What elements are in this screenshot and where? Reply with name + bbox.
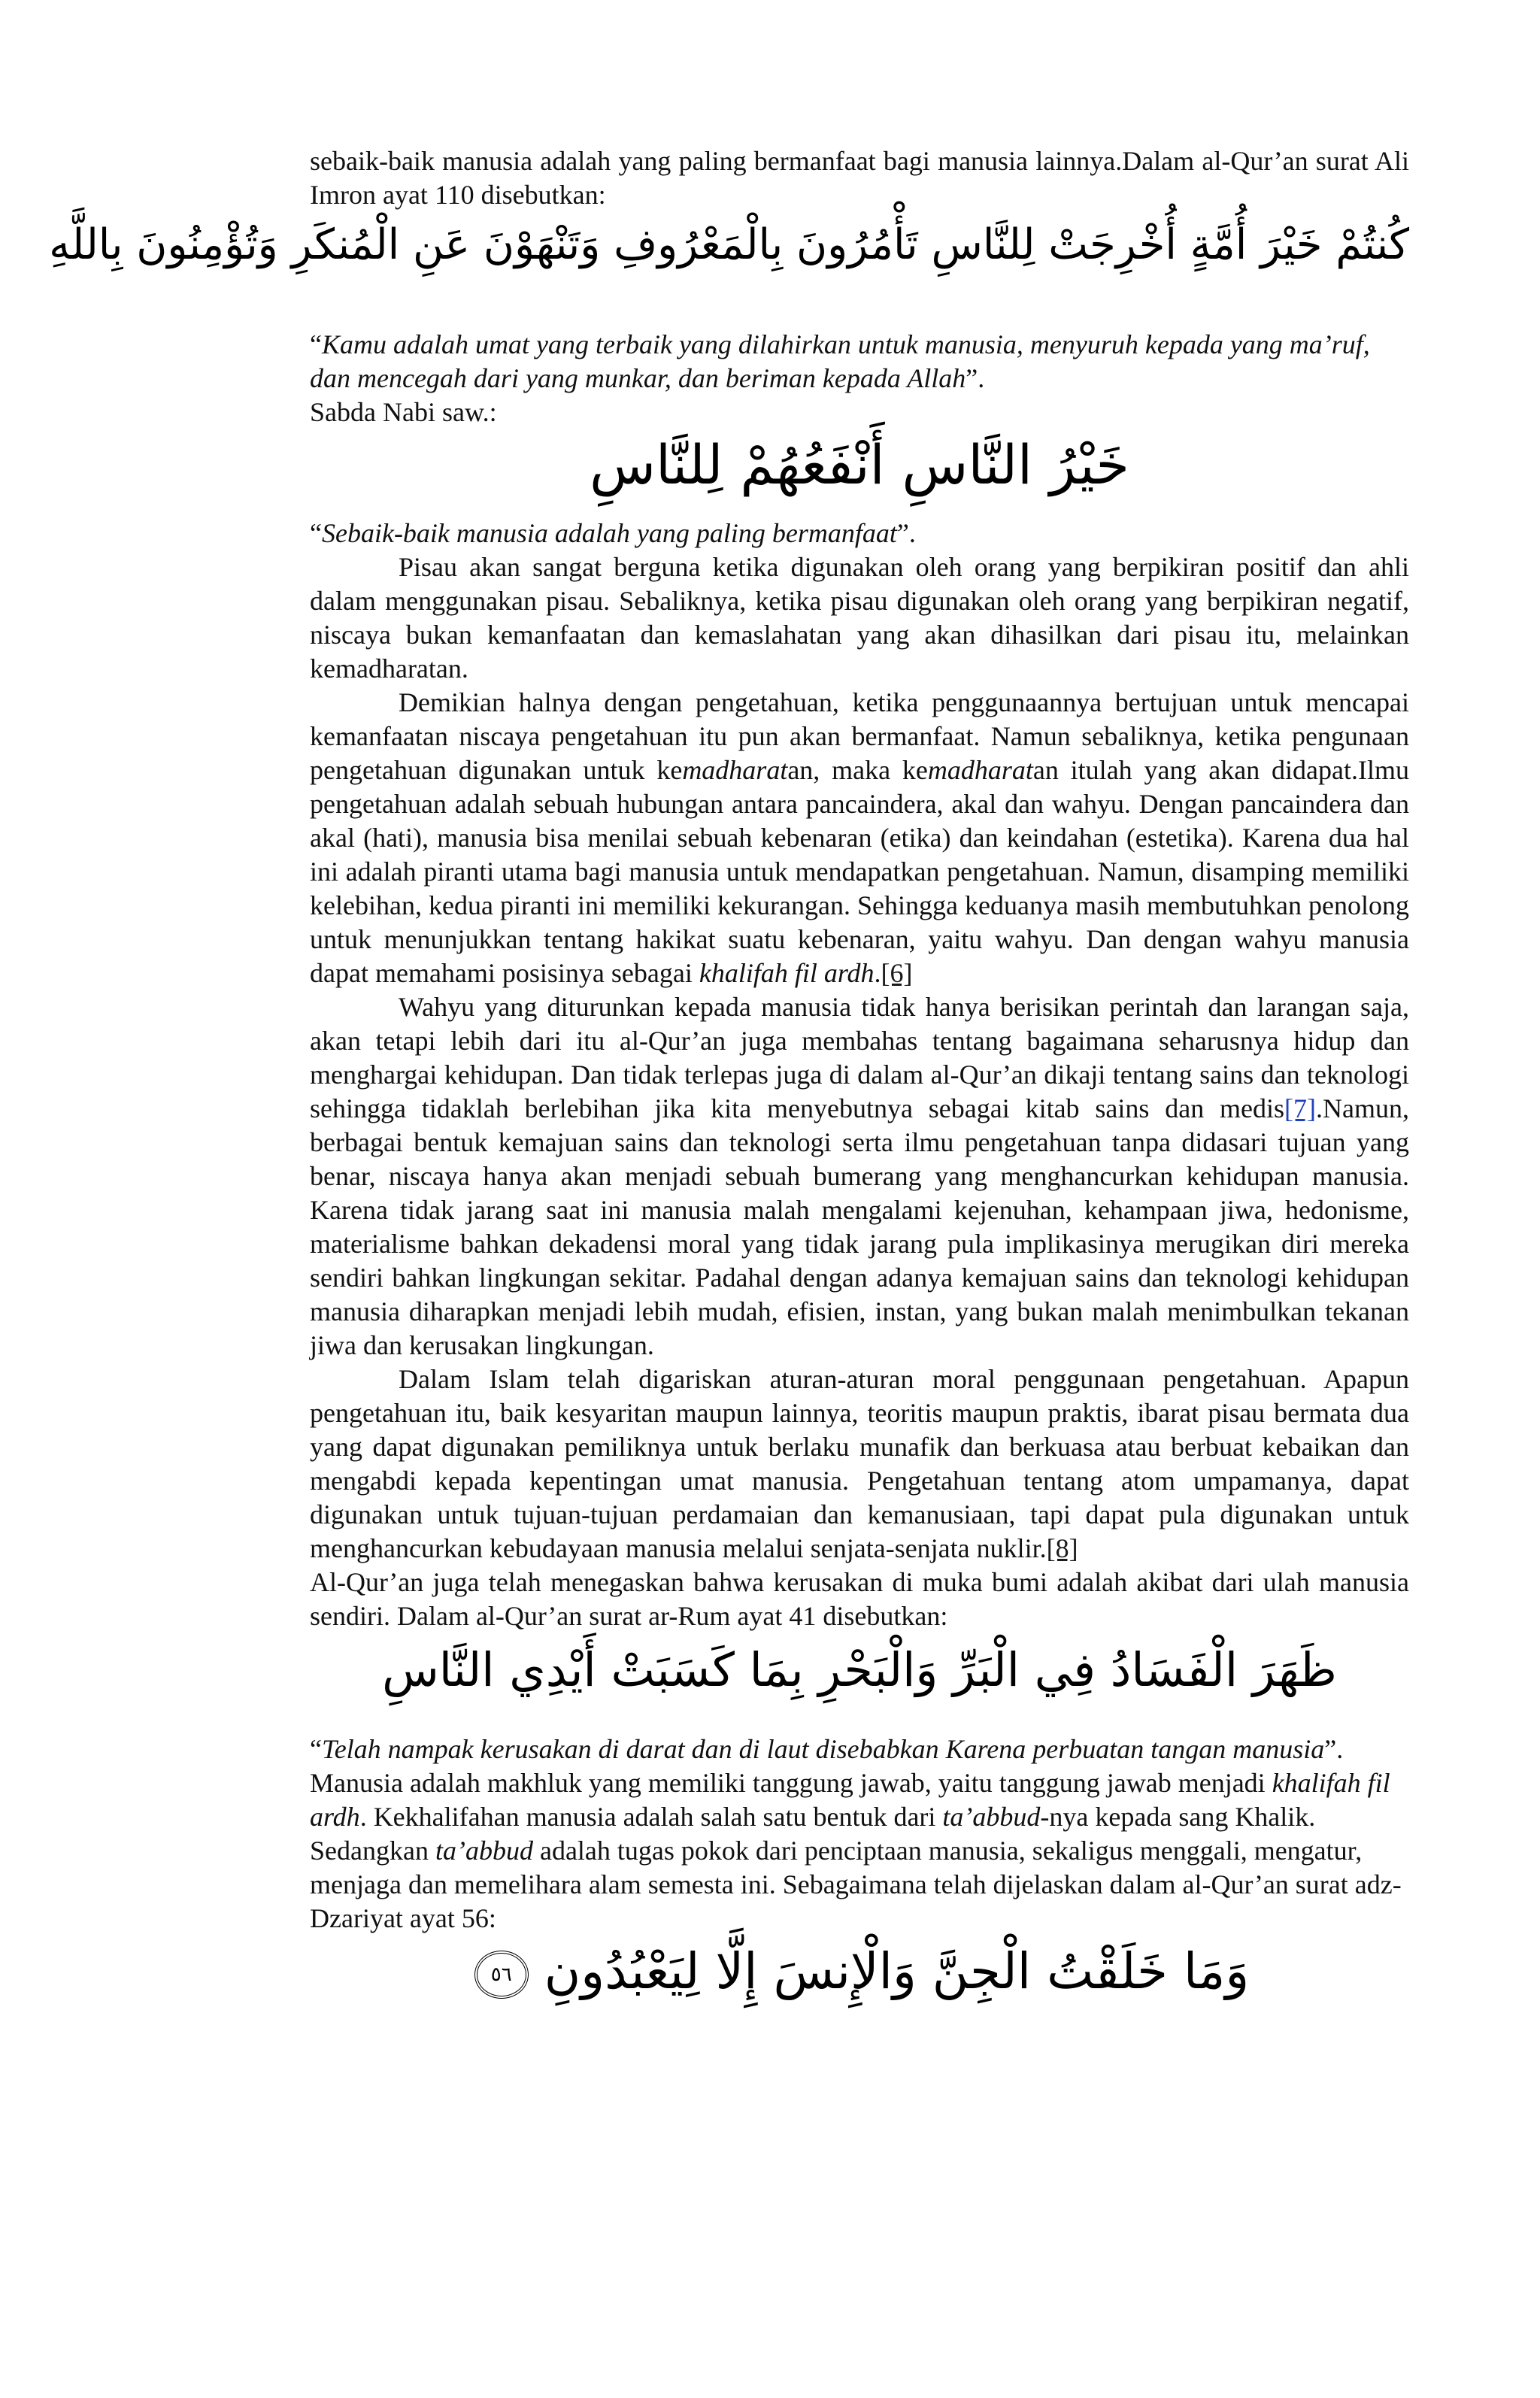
- italic-run: ta’abbud: [942, 1802, 1041, 1832]
- text-run: Demikian halnya dengan pengetahuan, ketika penggunaannya bertujuan untuk mencapai kemanfaatan niscaya pengetahuan itu pun akan bermanfaat. Namun sebaliknya, ketika pengunaan pengetahuan digunakan untuk ke: [310, 687, 1409, 785]
- paragraph-alquran: Al-Qur’an juga telah menegaskan bahwa kerusakan di muka bumi adalah akibat dari ulah manusia sendiri. Dalam al-Qur’an surat ar-Rum ayat 41 disebutkan:: [310, 1567, 1409, 1631]
- text-run: an, maka ke: [787, 755, 928, 785]
- text-run: .Namun, berbagai bentuk kemajuan sains dan teknologi serta ilmu pengetahuan tanpa didasari tujuan yang benar, niscaya hanya akan menjadi sebuah bumerang yang menghancurkan kehidupan manusia. Karena tidak jarang saat ini manusia malah mengalami kejenuhan, kehampaan jiwa, hedonisme, materialisme bahkan dekadensi moral yang tidak jarang pula implikasinya merugikan diri mereka sendiri bahkan lingkungan sekitar. Padahal dengan adanya kemajuan sains dan teknologi kehidupan manusia diharapkan menjadi lebih mudah, efisien, instan, yang bukan malah menimbulkan tekanan jiwa dan kerusakan lingkungan.: [310, 1093, 1409, 1360]
- quote-open: “: [310, 1734, 322, 1764]
- italic-run: madharat: [682, 755, 788, 785]
- text-run: -nya kepada sang Khalik. Sedangkan: [310, 1802, 1316, 1866]
- quote-close: ”.: [966, 363, 985, 393]
- paragraph-sabda: Sabda Nabi saw.:: [310, 397, 497, 427]
- document-page: [49, 144, 1409, 2029]
- quote-text: Telah nampak kerusakan di darat dan di laut disebabkan Karena perbuatan tangan manusia: [321, 1734, 1325, 1764]
- quote-close: ”.: [1324, 1734, 1344, 1764]
- italic-run: khalifah fil ardh: [310, 1768, 1390, 1832]
- paragraph-intro: sebaik-baik manusia adalah yang paling bermanfaat bagi manusia lainnya.Dalam al-Qur’an surat Ali Imron ayat 110 disebutkan:: [310, 146, 1409, 210]
- italic-run: khalifah fil ardh: [699, 958, 875, 988]
- paragraph-islam: [310, 1363, 1409, 1566]
- quote-close: ”.: [896, 518, 916, 548]
- quote-text: Kamu adalah umat yang terbaik yang dilahirkan untuk manusia, menyuruh kepada yang ma’ruf, dan mencegah dari yang munkar, dan beriman kepada Allah: [310, 329, 1370, 393]
- quote-text: Sebaik-baik manusia adalah yang paling bermanfaat: [321, 518, 897, 548]
- ayah-number-icon: [474, 1951, 529, 1999]
- italic-run: madharat: [927, 755, 1033, 785]
- footnote-ref-6[interactable]: [6]: [881, 958, 913, 988]
- quote-open: “: [310, 329, 322, 359]
- italic-run: ta’abbud: [435, 1836, 533, 1866]
- paragraph-manusia: [310, 1766, 1409, 1936]
- text-run: .: [874, 958, 881, 988]
- paragraph-wahyu: [310, 990, 1409, 1363]
- footnote-ref-7[interactable]: [7]: [1284, 1093, 1317, 1123]
- paragraph-pisau: Pisau akan sangat berguna ketika digunakan oleh orang yang berpikiran positif dan ahli dalam menggunakan pisau. Sebaliknya, ketika pisau digunakan oleh orang yang berpikiran negatif, niscaya bukan kemanfaatan dan kemaslahatan yang akan dihasilkan dari pisau itu, melainkan kemadharatan.: [310, 552, 1409, 684]
- quote-open: “: [310, 518, 322, 548]
- arabic-hadith: خَيْرُ النَّاسِ أَنْفَعُهُمْ لِلنَّاسِ: [590, 433, 1129, 496]
- translation-ar-rum-41: [310, 1733, 1409, 1766]
- text-run: an itulah yang akan didapat.Ilmu pengetahuan adalah sebuah hubungan antara pancaindera, akal dan wahyu. Dengan pancaindera dan akal (hati), manusia bisa menilai sebuah kebenaran (etika) dan keindahan (estetika). Karena dua hal ini adalah piranti utama bagi manusia untuk mendapatkan pengetahuan. Namun, disamping memiliki kelebihan, kedua piranti ini memiliki kekurangan. Sehingga keduanya masih membutuhkan penolong untuk menunjukkan tentang hakikat suatu kebenaran, yaitu wahyu. Dan dengan wahyu manusia dapat memahami posisinya sebagai: [310, 755, 1409, 988]
- arabic-verse-ali-imron-110: كُنتُمْ خَيْرَ أُمَّةٍ أُخْرِجَتْ لِلنَّاسِ تَأْمُرُونَ بِالْمَعْرُوفِ وَتَنْهَوْنَ عَنِ الْمُنكَرِ وَتُؤْمِنُونَ بِاللَّهِ: [49, 220, 1409, 269]
- footnote-ref-8[interactable]: [8]: [1046, 1533, 1078, 1563]
- text-run: . Kekhalifahan manusia adalah salah satu bentuk dari: [359, 1802, 943, 1832]
- paragraph-demikian: [310, 686, 1409, 990]
- arabic-verse-adz-dzariyat-56: [310, 1942, 1409, 2029]
- text-run: adalah tugas pokok dari penciptaan manusia, sekaligus menggali, mengatur, menjaga dan memelihara alam semesta ini. Sebagaimana telah dijelaskan dalam al-Qur’an surat adz-Dzariyat ayat 56:: [310, 1836, 1402, 1933]
- translation-ali-imron-110: [310, 328, 1409, 396]
- translation-hadith: [310, 517, 1409, 550]
- text-run: Dalam Islam telah digariskan aturan-aturan moral penggunaan pengetahuan. Apapun pengetahuan itu, baik kesyaritan maupun lainnya, teoritis maupun praktis, ibarat pisau bermata dua yang dapat digunakan pemiliknya untuk berlaku munafik dan berkuasa atau berbuat kebaikan dan mengabdi kepada kepentingan umat manusia. Pengetahuan tentang atom umpamanya, dapat digunakan untuk tujuan-tujuan perdamaian dan kemanusiaan, tapi dapat pula digunakan untuk menghancurkan kebudayaan manusia melalui senjata-senjata nuklir.: [310, 1364, 1409, 1563]
- ayah-number: ٥٦: [490, 1963, 512, 1986]
- arabic-verse-text: وَمَا خَلَقْتُ الْجِنَّ وَالْإِنسَ إِلَّا لِيَعْبُدُونِ: [544, 1942, 1250, 2000]
- text-run: Manusia adalah makhluk yang memiliki tanggung jawab, yaitu tanggung jawab menjadi: [310, 1768, 1272, 1798]
- arabic-verse-ar-rum-41: ظَهَرَ الْفَسَادُ فِي الْبَرِّ وَالْبَحْرِ بِمَا كَسَبَتْ أَيْدِي النَّاسِ: [382, 1642, 1337, 1697]
- text-run: Wahyu yang diturunkan kepada manusia tidak hanya berisikan perintah dan larangan saja, akan tetapi lebih dari itu al-Qur’an juga membahas tentang bagaimana seharusnya hidup dan menghargai kehidupan. Dan tidak terlepas juga di dalam al-Qur’an dikaji tentang sains dan teknologi sehingga tidaklah berlebihan jika kita menyebutnya sebagai kitab sains dan medis: [310, 992, 1409, 1123]
